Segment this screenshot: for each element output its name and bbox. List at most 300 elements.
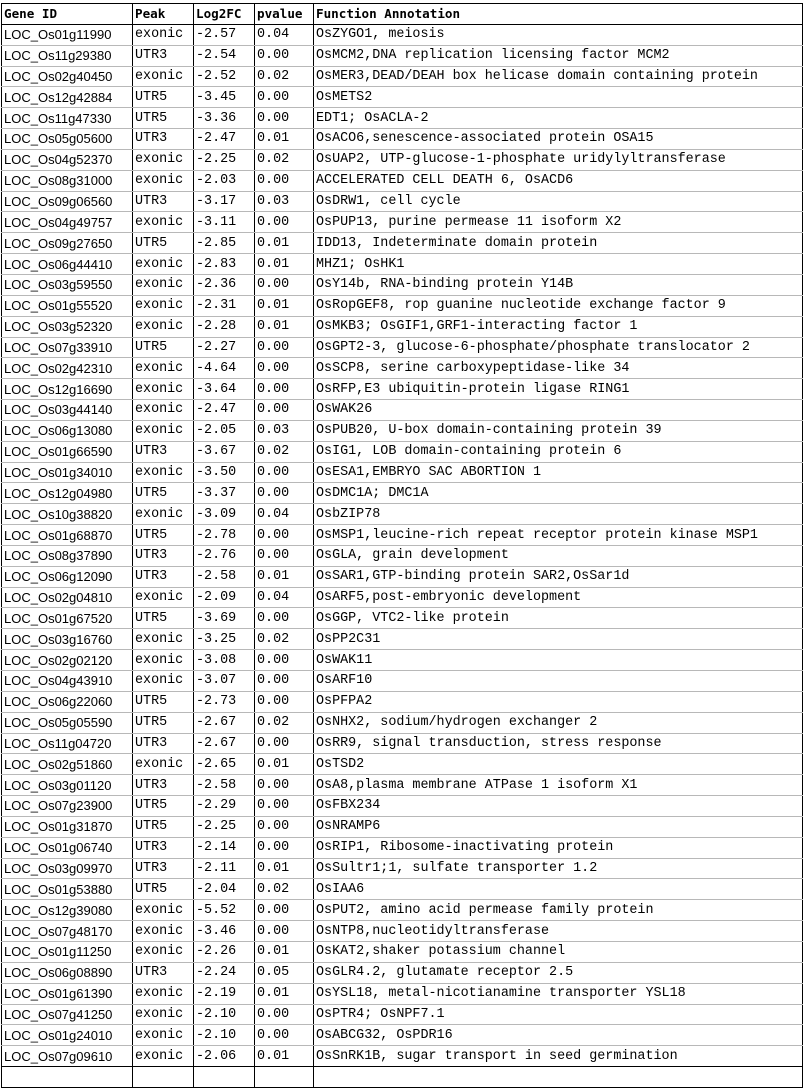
peak-cell: exonic <box>133 1025 194 1046</box>
function-annotation-cell: OsPUB20, U-box domain-containing protein 39 <box>314 420 803 441</box>
table-row <box>2 149 803 170</box>
pvalue-cell: 0.04 <box>255 24 314 45</box>
table-row <box>2 671 803 692</box>
function-annotation-cell: OsUAP2, UTP-glucose-1-phosphate uridylyltransferase <box>314 149 803 170</box>
gene-id-cell: LOC_Os06g13080 <box>2 420 133 441</box>
pvalue-cell: 0.00 <box>255 212 314 233</box>
gene-id-cell: LOC_Os12g16690 <box>2 379 133 400</box>
table-row <box>2 462 803 483</box>
peak-cell: exonic <box>133 379 194 400</box>
pvalue-cell: 0.00 <box>255 108 314 129</box>
header-log2fc: Log2FC <box>194 4 255 25</box>
peak-cell: UTR3 <box>133 962 194 983</box>
pvalue-cell: 0.02 <box>255 712 314 733</box>
function-annotation-cell: OsPUP13, purine permease 11 isoform X2 <box>314 212 803 233</box>
function-annotation-cell: OsACO6,senescence-associated protein OSA15 <box>314 129 803 150</box>
pvalue-cell: 0.00 <box>255 45 314 66</box>
log2fc-cell: -2.52 <box>194 66 255 87</box>
gene-id-cell: LOC_Os12g42884 <box>2 87 133 108</box>
peak-cell: exonic <box>133 254 194 275</box>
table-row <box>2 587 803 608</box>
header-row <box>2 4 803 25</box>
peak-cell: UTR3 <box>133 441 194 462</box>
function-annotation-cell: OsSultr1;1, sulfate transporter 1.2 <box>314 858 803 879</box>
function-annotation-cell: OsPTR4; OsNPF7.1 <box>314 1004 803 1025</box>
pvalue-cell: 0.00 <box>255 816 314 837</box>
log2fc-cell: -5.52 <box>194 900 255 921</box>
function-annotation-cell: OsPUT2, amino acid permease family protein <box>314 900 803 921</box>
log2fc-cell: -3.64 <box>194 379 255 400</box>
peak-cell: exonic <box>133 274 194 295</box>
gene-id-cell: LOC_Os09g27650 <box>2 233 133 254</box>
table-body <box>2 24 803 1087</box>
table-row <box>2 712 803 733</box>
log2fc-cell: -2.25 <box>194 816 255 837</box>
peak-cell: UTR5 <box>133 108 194 129</box>
log2fc-cell: -2.04 <box>194 879 255 900</box>
log2fc-cell: -2.10 <box>194 1004 255 1025</box>
table-row <box>2 962 803 983</box>
peak-cell: exonic <box>133 170 194 191</box>
pvalue-cell: 0.00 <box>255 837 314 858</box>
table-row <box>2 45 803 66</box>
table-row <box>2 796 803 817</box>
gene-id-cell: LOC_Os01g55520 <box>2 295 133 316</box>
pvalue-cell: 0.04 <box>255 587 314 608</box>
gene-id-cell: LOC_Os11g04720 <box>2 733 133 754</box>
log2fc-cell: -2.47 <box>194 400 255 421</box>
table-row <box>2 441 803 462</box>
gene-id-cell: LOC_Os01g06740 <box>2 837 133 858</box>
peak-cell: exonic <box>133 921 194 942</box>
function-annotation-cell: IDD13, Indeterminate domain protein <box>314 233 803 254</box>
pvalue-cell: 0.03 <box>255 191 314 212</box>
peak-cell: UTR5 <box>133 816 194 837</box>
function-annotation-cell: OsIG1, LOB domain-containing protein 6 <box>314 441 803 462</box>
function-annotation-cell: OsY14b, RNA-binding protein Y14B <box>314 274 803 295</box>
peak-cell: UTR3 <box>133 191 194 212</box>
peak-cell: UTR3 <box>133 733 194 754</box>
pvalue-cell: 0.00 <box>255 608 314 629</box>
table-row <box>2 212 803 233</box>
peak-cell: UTR5 <box>133 483 194 504</box>
table-row <box>2 379 803 400</box>
log2fc-cell: -3.11 <box>194 212 255 233</box>
gene-id-cell: LOC_Os01g67520 <box>2 608 133 629</box>
function-annotation-cell: OsA8,plasma membrane ATPase 1 isoform X1 <box>314 775 803 796</box>
table-row <box>2 629 803 650</box>
gene-id-cell: LOC_Os03g01120 <box>2 775 133 796</box>
gene-id-cell: LOC_Os01g11990 <box>2 24 133 45</box>
log2fc-cell: -2.83 <box>194 254 255 275</box>
log2fc-cell: -2.54 <box>194 45 255 66</box>
header-gene-id: Gene ID <box>2 4 133 25</box>
pvalue-cell: 0.02 <box>255 441 314 462</box>
log2fc-cell: -3.46 <box>194 921 255 942</box>
gene-id-cell: LOC_Os06g44410 <box>2 254 133 275</box>
log2fc-cell: -2.47 <box>194 129 255 150</box>
gene-id-cell: LOC_Os03g59550 <box>2 274 133 295</box>
gene-id-cell: LOC_Os02g51860 <box>2 754 133 775</box>
table-row <box>2 316 803 337</box>
pvalue-cell: 0.01 <box>255 941 314 962</box>
pvalue-cell: 0.02 <box>255 879 314 900</box>
pvalue-cell: 0.01 <box>255 316 314 337</box>
peak-cell: UTR5 <box>133 796 194 817</box>
table-row <box>2 233 803 254</box>
peak-cell: UTR5 <box>133 608 194 629</box>
function-annotation-cell: OsIAA6 <box>314 879 803 900</box>
log2fc-cell: -3.36 <box>194 108 255 129</box>
function-annotation-cell: OsGLR4.2, glutamate receptor 2.5 <box>314 962 803 983</box>
pvalue-cell: 0.01 <box>255 983 314 1004</box>
function-annotation-cell: OsSAR1,GTP-binding protein SAR2,OsSar1d <box>314 566 803 587</box>
log2fc-cell: -2.24 <box>194 962 255 983</box>
table-row <box>2 504 803 525</box>
gene-id-cell: LOC_Os06g08890 <box>2 962 133 983</box>
function-annotation-cell: OsMSP1,leucine-rich repeat receptor protein kinase MSP1 <box>314 525 803 546</box>
pvalue-cell: 0.00 <box>255 1004 314 1025</box>
gene-id-cell: LOC_Os07g48170 <box>2 921 133 942</box>
gene-id-cell: LOC_Os07g33910 <box>2 337 133 358</box>
header-pvalue: pvalue <box>255 4 314 25</box>
peak-cell: UTR3 <box>133 545 194 566</box>
function-annotation-cell: OsFBX234 <box>314 796 803 817</box>
log2fc-cell: -2.73 <box>194 691 255 712</box>
function-annotation-cell: OsWAK26 <box>314 400 803 421</box>
empty-cell <box>314 1067 803 1088</box>
peak-cell: exonic <box>133 212 194 233</box>
gene-id-cell: LOC_Os08g37890 <box>2 545 133 566</box>
peak-cell: UTR5 <box>133 525 194 546</box>
pvalue-cell: 0.00 <box>255 921 314 942</box>
header-function-annotation: Function Annotation <box>314 4 803 25</box>
log2fc-cell: -3.37 <box>194 483 255 504</box>
peak-cell: exonic <box>133 149 194 170</box>
pvalue-cell: 0.00 <box>255 796 314 817</box>
gene-id-cell: LOC_Os08g31000 <box>2 170 133 191</box>
gene-id-cell: LOC_Os02g04810 <box>2 587 133 608</box>
log2fc-cell: -2.58 <box>194 775 255 796</box>
peak-cell: exonic <box>133 587 194 608</box>
function-annotation-cell: OsSCP8, serine carboxypeptidase-like 34 <box>314 358 803 379</box>
log2fc-cell: -3.50 <box>194 462 255 483</box>
pvalue-cell: 0.00 <box>255 483 314 504</box>
table-row <box>2 1025 803 1046</box>
pvalue-cell: 0.05 <box>255 962 314 983</box>
pvalue-cell: 0.04 <box>255 504 314 525</box>
function-annotation-cell: OsZYGO1, meiosis <box>314 24 803 45</box>
pvalue-cell: 0.02 <box>255 149 314 170</box>
peak-cell: exonic <box>133 1004 194 1025</box>
pvalue-cell: 0.00 <box>255 358 314 379</box>
function-annotation-cell: OsGPT2-3, glucose-6-phosphate/phosphate translocator 2 <box>314 337 803 358</box>
gene-id-cell: LOC_Os01g11250 <box>2 941 133 962</box>
gene-id-cell: LOC_Os04g49757 <box>2 212 133 233</box>
table-row <box>2 337 803 358</box>
gene-id-cell: LOC_Os07g23900 <box>2 796 133 817</box>
table-row <box>2 879 803 900</box>
pvalue-cell: 0.00 <box>255 400 314 421</box>
log2fc-cell: -3.17 <box>194 191 255 212</box>
function-annotation-cell: OsRIP1, Ribosome-inactivating protein <box>314 837 803 858</box>
table-row <box>2 170 803 191</box>
function-annotation-cell: OsRopGEF8, rop guanine nucleotide exchange factor 9 <box>314 295 803 316</box>
empty-cell <box>255 1067 314 1088</box>
gene-id-cell: LOC_Os11g29380 <box>2 45 133 66</box>
peak-cell: UTR5 <box>133 87 194 108</box>
gene-id-cell: LOC_Os03g44140 <box>2 400 133 421</box>
pvalue-cell: 0.01 <box>255 754 314 775</box>
peak-cell: exonic <box>133 462 194 483</box>
gene-id-cell: LOC_Os02g02120 <box>2 650 133 671</box>
pvalue-cell: 0.00 <box>255 525 314 546</box>
table-row <box>2 941 803 962</box>
table-row <box>2 858 803 879</box>
peak-cell: exonic <box>133 941 194 962</box>
function-annotation-cell: OsNTP8,nucleotidyltransferase <box>314 921 803 942</box>
table-row <box>2 191 803 212</box>
function-annotation-cell: OsGGP, VTC2-like protein <box>314 608 803 629</box>
gene-id-cell: LOC_Os01g61390 <box>2 983 133 1004</box>
peak-cell: exonic <box>133 66 194 87</box>
table-row <box>2 733 803 754</box>
gene-id-cell: LOC_Os07g41250 <box>2 1004 133 1025</box>
log2fc-cell: -3.07 <box>194 671 255 692</box>
gene-table <box>1 3 803 1088</box>
pvalue-cell: 0.03 <box>255 420 314 441</box>
gene-id-cell: LOC_Os01g31870 <box>2 816 133 837</box>
function-annotation-cell: OsPP2C31 <box>314 629 803 650</box>
function-annotation-cell: OsTSD2 <box>314 754 803 775</box>
log2fc-cell: -2.06 <box>194 1046 255 1067</box>
gene-id-cell: LOC_Os01g66590 <box>2 441 133 462</box>
gene-id-cell: LOC_Os01g68870 <box>2 525 133 546</box>
table-row <box>2 400 803 421</box>
gene-id-cell: LOC_Os11g47330 <box>2 108 133 129</box>
gene-id-cell: LOC_Os04g43910 <box>2 671 133 692</box>
table-row <box>2 545 803 566</box>
pvalue-cell: 0.01 <box>255 295 314 316</box>
function-annotation-cell: OsYSL18, metal-nicotianamine transporter YSL18 <box>314 983 803 1004</box>
function-annotation-cell: OsWAK11 <box>314 650 803 671</box>
peak-cell: UTR3 <box>133 775 194 796</box>
table-row <box>2 837 803 858</box>
log2fc-cell: -2.65 <box>194 754 255 775</box>
peak-cell: exonic <box>133 504 194 525</box>
peak-cell: exonic <box>133 900 194 921</box>
gene-id-cell: LOC_Os04g52370 <box>2 149 133 170</box>
pvalue-cell: 0.00 <box>255 650 314 671</box>
table-row <box>2 358 803 379</box>
log2fc-cell: -2.76 <box>194 545 255 566</box>
peak-cell: UTR5 <box>133 712 194 733</box>
table-row <box>2 87 803 108</box>
peak-cell: exonic <box>133 1046 194 1067</box>
function-annotation-cell: OsbZIP78 <box>314 504 803 525</box>
function-annotation-cell: OsARF5,post-embryonic development <box>314 587 803 608</box>
log2fc-cell: -3.08 <box>194 650 255 671</box>
table-row <box>2 650 803 671</box>
function-annotation-cell: OsKAT2,shaker potassium channel <box>314 941 803 962</box>
gene-id-cell: LOC_Os12g04980 <box>2 483 133 504</box>
log2fc-cell: -2.05 <box>194 420 255 441</box>
log2fc-cell: -2.14 <box>194 837 255 858</box>
pvalue-cell: 0.02 <box>255 629 314 650</box>
log2fc-cell: -2.27 <box>194 337 255 358</box>
pvalue-cell: 0.01 <box>255 254 314 275</box>
function-annotation-cell: OsRR9, signal transduction, stress response <box>314 733 803 754</box>
peak-cell: exonic <box>133 295 194 316</box>
log2fc-cell: -2.03 <box>194 170 255 191</box>
peak-cell: exonic <box>133 650 194 671</box>
function-annotation-cell: EDT1; OsACLA-2 <box>314 108 803 129</box>
log2fc-cell: -3.45 <box>194 87 255 108</box>
function-annotation-cell: ACCELERATED CELL DEATH 6, OsACD6 <box>314 170 803 191</box>
log2fc-cell: -2.10 <box>194 1025 255 1046</box>
log2fc-cell: -3.25 <box>194 629 255 650</box>
table-row <box>2 525 803 546</box>
peak-cell: UTR5 <box>133 233 194 254</box>
peak-cell: exonic <box>133 629 194 650</box>
log2fc-cell: -3.09 <box>194 504 255 525</box>
peak-cell: exonic <box>133 316 194 337</box>
gene-id-cell: LOC_Os01g53880 <box>2 879 133 900</box>
table-row <box>2 921 803 942</box>
peak-cell: exonic <box>133 400 194 421</box>
function-annotation-cell: OsGLA, grain development <box>314 545 803 566</box>
pvalue-cell: 0.00 <box>255 87 314 108</box>
table-row <box>2 754 803 775</box>
pvalue-cell: 0.02 <box>255 66 314 87</box>
pvalue-cell: 0.00 <box>255 170 314 191</box>
table-row <box>2 608 803 629</box>
log2fc-cell: -2.11 <box>194 858 255 879</box>
log2fc-cell: -2.67 <box>194 733 255 754</box>
table-row <box>2 983 803 1004</box>
peak-cell: exonic <box>133 24 194 45</box>
table-row <box>2 108 803 129</box>
log2fc-cell: -4.64 <box>194 358 255 379</box>
peak-cell: exonic <box>133 754 194 775</box>
table-row <box>2 775 803 796</box>
peak-cell: UTR3 <box>133 837 194 858</box>
pvalue-cell: 0.01 <box>255 1046 314 1067</box>
pvalue-cell: 0.00 <box>255 337 314 358</box>
empty-cell <box>2 1067 133 1088</box>
function-annotation-cell: OsMCM2,DNA replication licensing factor MCM2 <box>314 45 803 66</box>
table-row <box>2 129 803 150</box>
table-row <box>2 254 803 275</box>
log2fc-cell: -3.69 <box>194 608 255 629</box>
function-annotation-cell: OsDMC1A; DMC1A <box>314 483 803 504</box>
function-annotation-cell: MHZ1; OsHK1 <box>314 254 803 275</box>
pvalue-cell: 0.00 <box>255 691 314 712</box>
log2fc-cell: -2.25 <box>194 149 255 170</box>
header-peak: Peak <box>133 4 194 25</box>
function-annotation-cell: OsPFPA2 <box>314 691 803 712</box>
function-annotation-cell: OsMKB3; OsGIF1,GRF1-interacting factor 1 <box>314 316 803 337</box>
pvalue-cell: 0.00 <box>255 462 314 483</box>
table-row <box>2 66 803 87</box>
gene-id-cell: LOC_Os01g34010 <box>2 462 133 483</box>
gene-id-cell: LOC_Os06g12090 <box>2 566 133 587</box>
peak-cell: exonic <box>133 358 194 379</box>
peak-cell: exonic <box>133 983 194 1004</box>
log2fc-cell: -2.29 <box>194 796 255 817</box>
peak-cell: UTR3 <box>133 858 194 879</box>
peak-cell: UTR5 <box>133 691 194 712</box>
log2fc-cell: -2.36 <box>194 274 255 295</box>
empty-cell <box>194 1067 255 1088</box>
log2fc-cell: -2.58 <box>194 566 255 587</box>
log2fc-cell: -2.26 <box>194 941 255 962</box>
log2fc-cell: -2.85 <box>194 233 255 254</box>
gene-id-cell: LOC_Os01g24010 <box>2 1025 133 1046</box>
function-annotation-cell: OsDRW1, cell cycle <box>314 191 803 212</box>
function-annotation-cell: OsABCG32, OsPDR16 <box>314 1025 803 1046</box>
pvalue-cell: 0.01 <box>255 858 314 879</box>
log2fc-cell: -3.67 <box>194 441 255 462</box>
pvalue-cell: 0.00 <box>255 274 314 295</box>
peak-cell: UTR5 <box>133 879 194 900</box>
gene-id-cell: LOC_Os05g05590 <box>2 712 133 733</box>
table-row <box>2 1004 803 1025</box>
gene-id-cell: LOC_Os09g06560 <box>2 191 133 212</box>
pvalue-cell: 0.00 <box>255 900 314 921</box>
empty-row <box>2 1067 803 1088</box>
pvalue-cell: 0.01 <box>255 566 314 587</box>
table-row <box>2 900 803 921</box>
function-annotation-cell: OsNRAMP6 <box>314 816 803 837</box>
pvalue-cell: 0.00 <box>255 1025 314 1046</box>
gene-id-cell: LOC_Os03g09970 <box>2 858 133 879</box>
peak-cell: UTR3 <box>133 45 194 66</box>
function-annotation-cell: OsNHX2, sodium/hydrogen exchanger 2 <box>314 712 803 733</box>
function-annotation-cell: OsMETS2 <box>314 87 803 108</box>
pvalue-cell: 0.00 <box>255 379 314 400</box>
peak-cell: UTR5 <box>133 337 194 358</box>
pvalue-cell: 0.00 <box>255 545 314 566</box>
table-row <box>2 295 803 316</box>
peak-cell: UTR3 <box>133 129 194 150</box>
gene-id-cell: LOC_Os10g38820 <box>2 504 133 525</box>
log2fc-cell: -2.19 <box>194 983 255 1004</box>
table-row <box>2 691 803 712</box>
table-row <box>2 1046 803 1067</box>
gene-id-cell: LOC_Os05g05600 <box>2 129 133 150</box>
function-annotation-cell: OsRFP,E3 ubiquitin-protein ligase RING1 <box>314 379 803 400</box>
log2fc-cell: -2.67 <box>194 712 255 733</box>
table-row <box>2 274 803 295</box>
function-annotation-cell: OsESA1,EMBRYO SAC ABORTION 1 <box>314 462 803 483</box>
table-row <box>2 24 803 45</box>
log2fc-cell: -2.09 <box>194 587 255 608</box>
function-annotation-cell: OsSnRK1B, sugar transport in seed germination <box>314 1046 803 1067</box>
function-annotation-cell: OsMER3,DEAD/DEAH box helicase domain containing protein <box>314 66 803 87</box>
gene-id-cell: LOC_Os02g40450 <box>2 66 133 87</box>
gene-id-cell: LOC_Os02g42310 <box>2 358 133 379</box>
table-row <box>2 483 803 504</box>
gene-id-cell: LOC_Os03g52320 <box>2 316 133 337</box>
peak-cell: exonic <box>133 420 194 441</box>
gene-id-cell: LOC_Os06g22060 <box>2 691 133 712</box>
pvalue-cell: 0.01 <box>255 129 314 150</box>
function-annotation-cell: OsARF10 <box>314 671 803 692</box>
pvalue-cell: 0.00 <box>255 733 314 754</box>
gene-id-cell: LOC_Os07g09610 <box>2 1046 133 1067</box>
pvalue-cell: 0.01 <box>255 233 314 254</box>
